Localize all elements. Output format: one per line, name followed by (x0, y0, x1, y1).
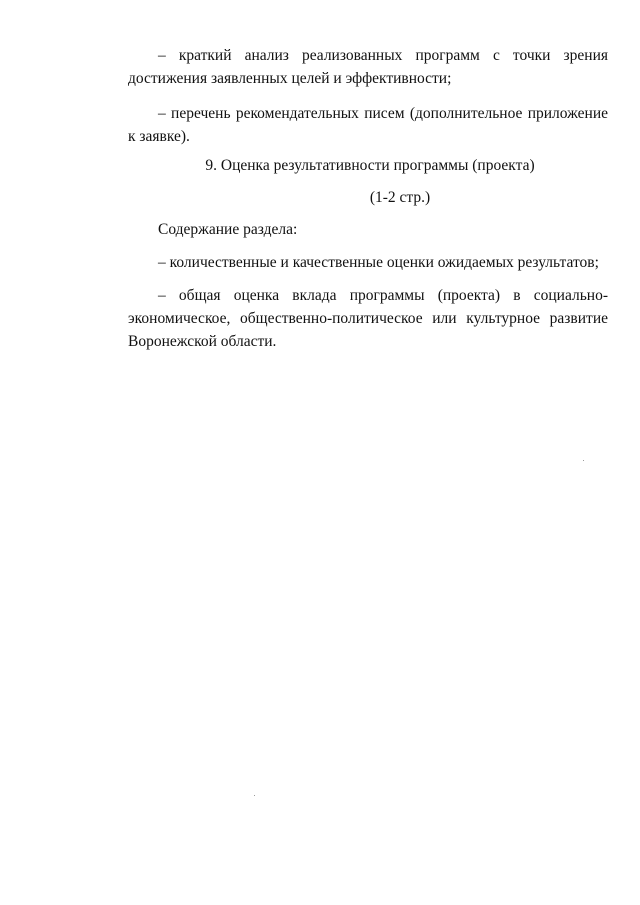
section-title: 9. Оценка результативности программы (проекта) (205, 157, 535, 174)
list-item-recommendation-letters: – перечень рекомендательных писем (дополнительное приложение к заявке). (128, 105, 608, 145)
section-page-count: (1-2 стр.) (369, 189, 431, 206)
list-item-overall-contribution: – общая оценка вклада программы (проекта) в социально-экономическое, общественно-политическое или культурное развитие Воронежской области. (128, 287, 608, 350)
section-content-label: Содержание раздела: (158, 221, 298, 238)
list-item-quantitative-assessment: – количественные и качественные оценки ожидаемых результатов; (158, 254, 599, 271)
scan-speck (254, 795, 255, 796)
scan-speck (583, 460, 584, 461)
list-item-brief-analysis: – краткий анализ реализованных программ с точки зрения достижения заявленных целей и эффективности; (128, 47, 608, 87)
